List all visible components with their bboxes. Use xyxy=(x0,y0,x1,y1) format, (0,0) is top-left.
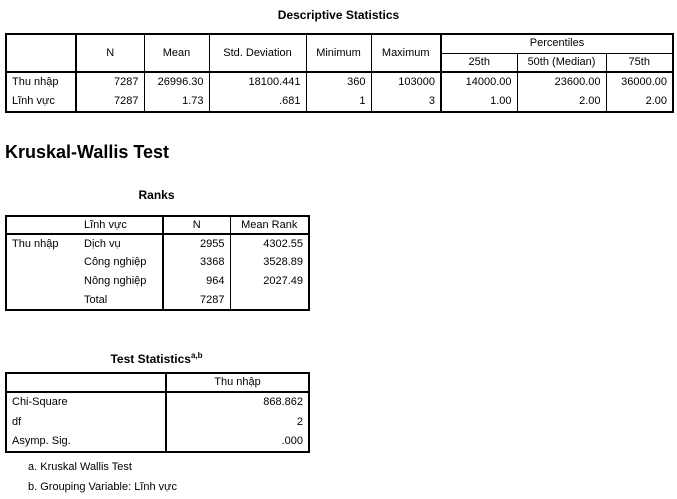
cell-p50: 2.00 xyxy=(517,92,606,112)
table-row xyxy=(6,253,309,272)
ranks-table-title: Ranks xyxy=(138,188,175,202)
row-label: Thu nhập xyxy=(6,234,79,253)
table-row xyxy=(6,432,309,452)
descriptives-table[interactable] xyxy=(5,33,674,113)
row-label: df xyxy=(12,415,22,428)
test-statistics-title-superscript: a,b xyxy=(190,351,203,360)
cell-mean-rank xyxy=(230,291,309,310)
row-label: Asymp. Sig. xyxy=(12,435,71,447)
cell-p50: 23600.00 xyxy=(517,72,606,92)
cell-p25: 14000.00 xyxy=(441,72,517,92)
header-maximum: Maximum xyxy=(371,34,441,72)
cell-value: .000 xyxy=(166,432,309,452)
header-percentile-25: 25th xyxy=(441,53,517,72)
cell-mean-rank: 2027.49 xyxy=(230,272,309,291)
header-group-variable: Lĩnh vực xyxy=(84,218,127,231)
cell-min: 360 xyxy=(306,72,371,92)
header-mean-rank: Mean Rank xyxy=(230,216,309,234)
header-n: N xyxy=(163,216,230,234)
footnote-b: b. Grouping Variable: Lĩnh vực xyxy=(28,481,178,493)
table-row xyxy=(6,392,309,412)
cell-p75: 2.00 xyxy=(606,92,673,112)
cell-n: 7287 xyxy=(163,291,230,310)
cell-mean-rank: 4302.55 xyxy=(230,234,309,253)
table-row xyxy=(6,92,673,112)
header-mean: Mean xyxy=(144,34,209,72)
cell-group: Công nghiệp xyxy=(84,256,147,268)
test-statistics-title-text: Test Statistics xyxy=(110,352,191,366)
descriptives-table-title: Descriptive Statistics xyxy=(277,8,400,22)
cell-mean: 26996.30 xyxy=(144,72,209,92)
header-n: N xyxy=(76,34,144,72)
table-row xyxy=(6,72,673,92)
row-label: Chi-Square xyxy=(6,392,166,412)
header-percentile-50: 50th (Median) xyxy=(517,53,606,72)
header-std-deviation: Std. Deviation xyxy=(209,34,306,72)
row-label: Thu nhập xyxy=(6,72,76,92)
cell-group: Dịch vụ xyxy=(79,234,163,253)
table-row xyxy=(6,412,309,432)
ranks-table[interactable] xyxy=(5,215,310,311)
footnote-a: a. Kruskal Wallis Test xyxy=(28,461,132,473)
cell-max: 103000 xyxy=(371,72,441,92)
cell-mean: 1.73 xyxy=(144,92,209,112)
cell-value: 868.862 xyxy=(166,392,309,412)
table-row xyxy=(6,272,309,291)
cell-std: .681 xyxy=(209,92,306,112)
cell-min: 1 xyxy=(306,92,371,112)
cell-group: Nông nghiệp xyxy=(84,275,147,287)
header-variable: Thu nhập xyxy=(166,373,309,392)
row-label xyxy=(6,272,79,291)
cell-max: 3 xyxy=(371,92,441,112)
kruskal-wallis-heading: Kruskal-Wallis Test xyxy=(5,142,170,162)
header-minimum: Minimum xyxy=(306,34,371,72)
cell-p75: 36000.00 xyxy=(606,72,673,92)
cell-n: 3368 xyxy=(163,253,230,272)
row-label: Lĩnh vực xyxy=(12,95,55,107)
descriptives-header-row-1 xyxy=(6,34,673,53)
row-label xyxy=(6,291,79,310)
cell-value: 2 xyxy=(166,412,309,432)
corner-cell xyxy=(6,373,166,392)
cell-group: Total xyxy=(84,293,108,306)
test-statistics-title xyxy=(5,351,308,366)
test-statistics-table[interactable] xyxy=(5,372,310,453)
cell-mean-rank: 3528.89 xyxy=(230,253,309,272)
corner-cell xyxy=(6,216,79,234)
row-label xyxy=(6,253,79,272)
table-row xyxy=(6,291,309,310)
header-percentiles-group: Percentiles xyxy=(441,34,673,53)
table-row xyxy=(6,234,309,253)
header-percentile-75: 75th xyxy=(606,53,673,72)
ranks-header-row xyxy=(6,216,309,234)
test-statistics-header-row xyxy=(6,373,309,392)
cell-n: 2955 xyxy=(163,234,230,253)
cell-n: 7287 xyxy=(76,72,144,92)
corner-cell xyxy=(6,34,76,72)
cell-p25: 1.00 xyxy=(441,92,517,112)
cell-n: 7287 xyxy=(76,92,144,112)
cell-n: 964 xyxy=(163,272,230,291)
cell-std: 18100.441 xyxy=(209,72,306,92)
